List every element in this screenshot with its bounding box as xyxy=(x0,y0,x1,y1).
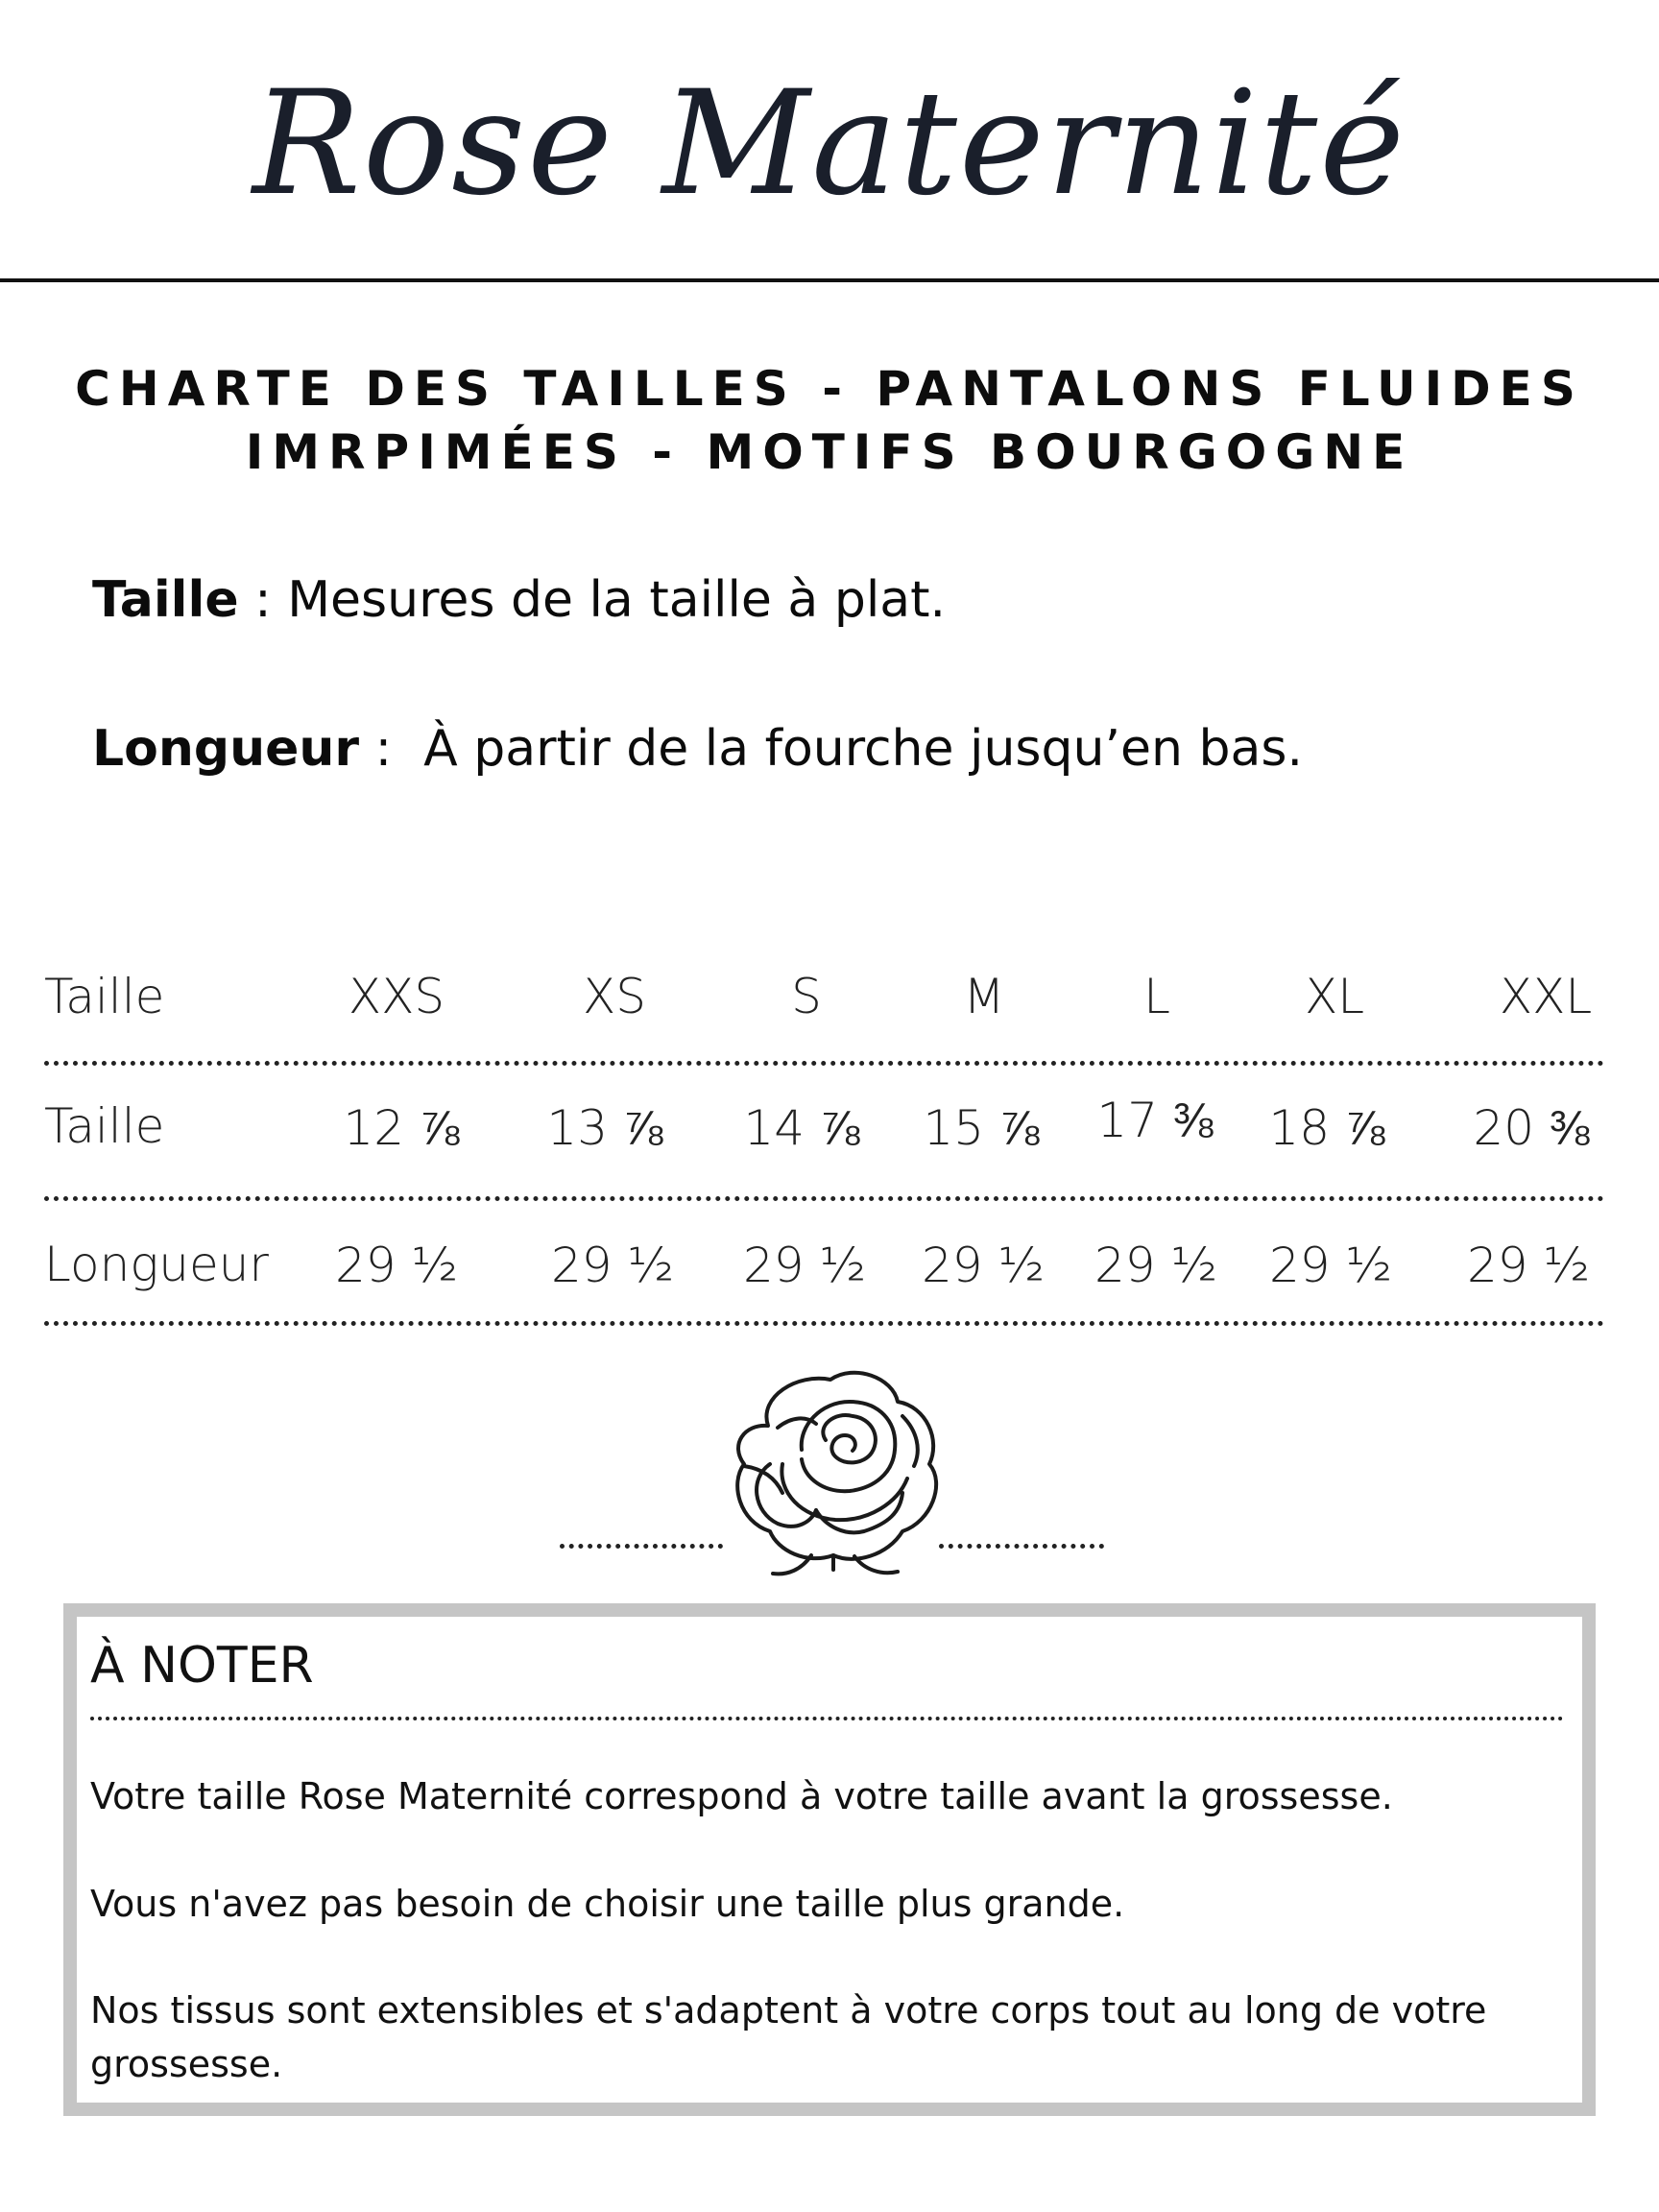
table-cell: 17 ⅜ xyxy=(1096,1093,1214,1148)
page-title xyxy=(0,357,1659,484)
definition-separator: : xyxy=(238,571,288,629)
size-header: S xyxy=(791,969,822,1024)
table-divider xyxy=(44,1061,1604,1066)
table-cell: 20 ⅜ xyxy=(1473,1100,1590,1156)
table-cell: 29 ½ xyxy=(1269,1238,1392,1293)
definition-text: Mesures de la taille à plat. xyxy=(287,571,947,629)
table-divider xyxy=(44,1321,1604,1326)
table-row-label: Taille xyxy=(44,1098,165,1154)
rose-icon xyxy=(710,1358,960,1579)
table-cell: 29 ½ xyxy=(1467,1238,1590,1293)
table-cell: 29 ½ xyxy=(922,1238,1045,1293)
table-cell: 18 ⅞ xyxy=(1268,1100,1385,1156)
definition-longueur xyxy=(92,715,1303,782)
note-paragraph: Votre taille Rose Maternité correspond à votre taille avant la grossesse. xyxy=(90,1775,1393,1817)
page-title-line-2: IMRPIMÉES - MOTIFS BOURGOGNE xyxy=(245,424,1414,480)
note-paragraph: Vous n'avez pas besoin de choisir une taille plus grande. xyxy=(90,1883,1125,1925)
size-header: XXS xyxy=(348,969,445,1024)
table-header-label: Taille xyxy=(44,969,165,1024)
definition-term: Longueur xyxy=(92,720,360,778)
table-cell: 29 ½ xyxy=(1094,1238,1217,1293)
table-cell: 12 ⅞ xyxy=(343,1100,460,1156)
page-title-line-1: CHARTE DES TAILLES - PANTALONS FLUIDES xyxy=(75,361,1584,417)
size-header: XXL xyxy=(1499,969,1593,1024)
size-header: M xyxy=(963,969,1005,1024)
table-divider xyxy=(44,1196,1604,1201)
table-cell: 29 ½ xyxy=(335,1238,458,1293)
ornament-dots-left xyxy=(560,1544,723,1549)
table-row-label: Longueur xyxy=(44,1237,269,1292)
table-cell: 29 ½ xyxy=(551,1238,674,1293)
table-cell: 15 ⅞ xyxy=(923,1100,1040,1156)
table-cell: 29 ½ xyxy=(743,1238,866,1293)
table-cell: 13 ⅞ xyxy=(546,1100,663,1156)
definition-text: À partir de la fourche jusqu’en bas. xyxy=(423,720,1303,778)
size-header: XL xyxy=(1304,969,1365,1024)
note-title: À NOTER xyxy=(90,1637,314,1695)
size-header: XS xyxy=(583,969,646,1024)
size-header: L xyxy=(1143,969,1170,1024)
definition-separator: : xyxy=(359,720,424,778)
note-paragraph: Nos tissus sont extensibles et s'adaptent à votre corps tout au long de votre grossesse. xyxy=(90,1989,1487,2085)
brand-logo: Rose Maternité xyxy=(252,60,1407,228)
header-divider xyxy=(0,278,1659,282)
ornament-dots-right xyxy=(939,1544,1104,1549)
definition-taille xyxy=(92,566,946,634)
table-cell: 14 ⅞ xyxy=(743,1100,860,1156)
definition-term: Taille xyxy=(92,571,239,629)
note-divider xyxy=(90,1717,1564,1720)
